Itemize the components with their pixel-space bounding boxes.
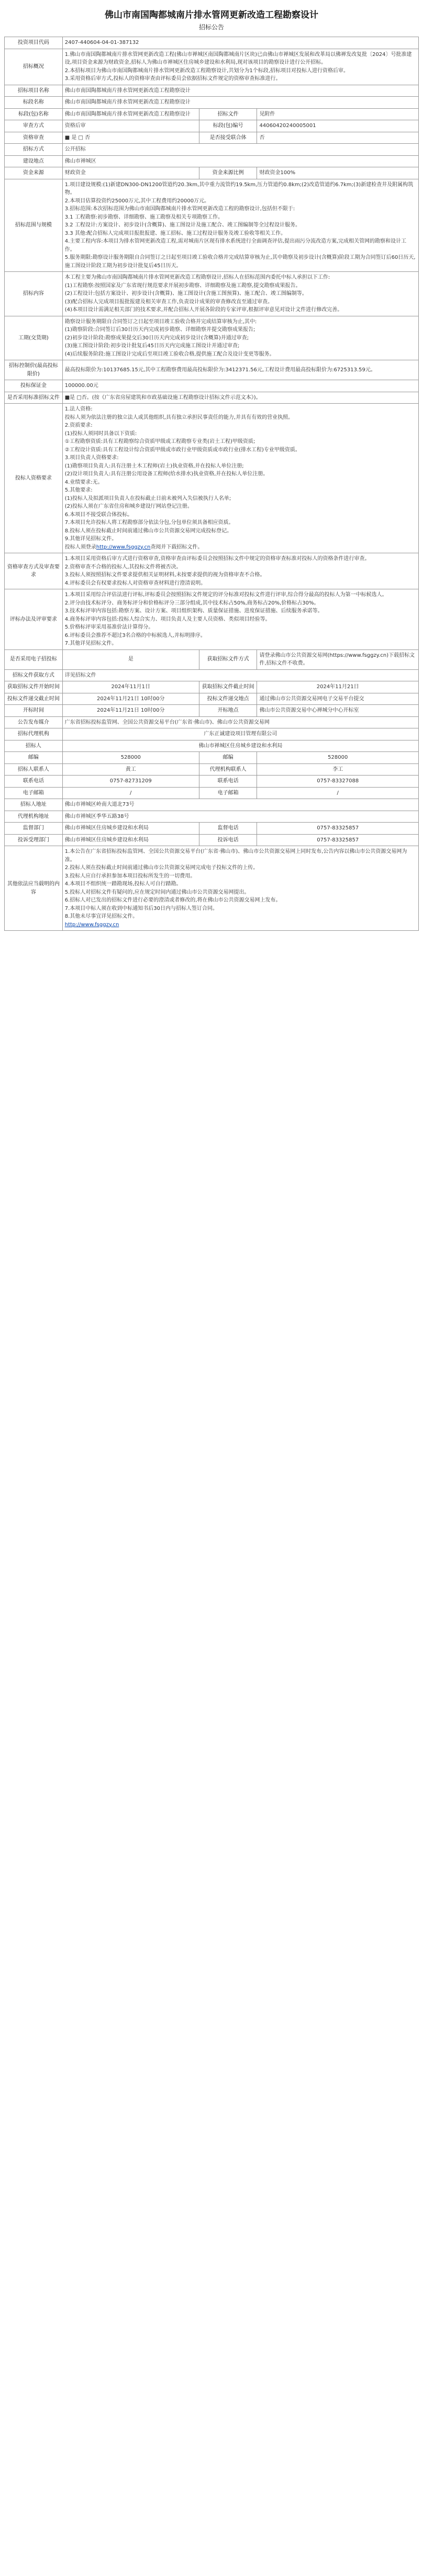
label: 邮编 [5,752,63,764]
label: 获取招标文件开始时间 [5,681,63,693]
label: 代理机构联系人 [199,763,257,776]
para: 6.招标人对已发出的招标文件进行必要的澄清或者修改的,将在佛山市公共资源交易网上发布。 [64,897,281,903]
value: 2407-440604-04-01-387132 [62,37,418,49]
label: 开标地点 [199,705,257,717]
row-supervisor [5,823,419,835]
value: 详见招标文件 [62,669,418,681]
value: 0757-82731209 [62,776,199,788]
value: 李工 [257,763,419,776]
label: 招标人联系人 [5,763,63,776]
row-qualification [5,404,419,553]
para: 8.投标人须在投标截止时间前通过佛山市公共资源交易网完成投标登记。 [64,528,232,534]
para: 3.3 其他:配合招标人完成项目报批报建、施工招标、施工过程设计服务及竣工验收等相关工作。 [64,230,286,236]
value: 佛山市禅城区岭南大道北73号 [62,799,418,811]
para: 2.资格审查不合格的投标人,其投标文件将被否决。 [64,564,182,570]
label: 资金来源 [5,167,63,179]
para: 2.资质要求: [64,423,93,428]
para: 8.其他未尽事宜详见招标文件。 [64,914,138,919]
row-assessment [5,589,419,650]
para: (1)投标人及拟派项目负责人在投标截止日前未被列入失信被执行人名单; [64,495,231,501]
para: 9.其他详见招标文件。 [64,536,117,542]
para: 4.业绩要求:无。 [64,479,103,485]
value: 广东正诚建设项目管理有限公司 [62,728,418,740]
row-contact-3 [5,787,419,799]
value: 请登录佛山市公共资源交易网(https://www.fsggzy.cn)下载招标文件,招标文件不收费。 [257,649,419,669]
value [62,846,418,931]
row-submit-time [5,693,419,705]
row-funding [5,167,419,179]
value [62,316,418,360]
label: 投标文件递交截止时间 [5,693,63,705]
row-scope [5,272,419,316]
row-exam [5,120,419,132]
value: 佛山市禅城区住房城乡建设和水利局 [62,740,418,752]
label: 监督部门 [5,823,63,835]
value: 528000 [257,752,419,764]
value: 佛山市禅城区季华五路38号 [62,811,418,823]
value: 最高投标限价为:10137685.15元,其中工程勘察费用最高投标限价为:3412371.56元,工程设计费用最高投标限价为:6725313.59元。 [62,360,418,380]
para: 3.采用资格后审方式,投标人的资格审查由评标委员会依据招标文件规定的资格审查标准进行。 [64,76,281,82]
value: 0757-83325857 [257,823,419,835]
para-link-line [65,921,416,929]
label: 电子邮箱 [199,787,257,799]
para: (1)投标人须同时具备以下资质: [64,430,137,437]
para: (4)后续服务阶段:施工图设计完成后至项目竣工验收合格,提供施工配合及设计变更等服务。 [64,351,275,357]
label: 资金来源比例 [199,167,257,179]
label: 开标时间 [5,705,63,717]
value: 佛山市南国陶都城南片排水管网更新改造工程勘察设计 [62,108,199,120]
para: ②工程设计资质:具有工程设计综合资质甲级或市政行业甲级资质或市政行业(排水工程)专业甲级资质。 [64,447,300,453]
row-section-name [5,97,419,109]
label: 招标文件获取方式 [5,669,63,681]
para: (3)施工图设计阶段:初步设计批复后45日历天内完成施工图设计并通过审查; [64,343,240,349]
label: 联系电话 [199,776,257,788]
note-suffix: 查阅并下载招标文件。 [150,544,203,550]
para: 3.2 工程设计:方案设计、初步设计(含概算)、施工图设计及施工配合、竣工图编制等全过程设计服务。 [64,222,300,228]
value: 2024年11月1日 [62,681,199,693]
para: 3.招标范围:本次招标范围为佛山市南国陶都城南片排水管网更新改造工程的勘察设计,包括但不限于: [64,206,295,212]
label: 投标保证金 [5,380,63,392]
row-check [5,132,419,144]
notice-page [4,0,419,931]
label: 其他依法应当载明的内容 [5,846,63,931]
para: (1)工程勘察:按照国家及广东省现行规范要求开展初步勘察、详细勘察及施工勘察,提交勘察成果报告。 [64,282,301,289]
value [62,179,418,272]
para: 1.本项目采用综合评估法进行评标,评标委员会按照招标文件规定的评分标准对投标文件进行评审,综合得分最高的投标人为第一中标候选人。 [64,592,387,598]
row-contact-0 [5,752,419,764]
row-address-agent [5,811,419,823]
label: 投诉受理部门 [5,834,63,846]
label: 评标办法及评审要求 [5,589,63,650]
label: 电子邮箱 [5,787,63,799]
para: (3)配合招标人完成项目报批报建及相关审查工作,负责设计成果的审查修改直至通过审查。 [64,299,273,305]
value: / [62,787,199,799]
label: 是否采用电子招投标 [5,649,63,669]
para: 2.本招标项目为佛山市南国陶都城南片排水管网更新改造工程勘察设计,共划分为1个标段,招标项目对投标人进行资格后审。 [64,67,349,74]
value: 否 [257,132,419,144]
para: 6.本项目不接受联合体投标。 [64,511,133,518]
label: 投标文件递交地点 [199,693,257,705]
value: 0757-83325857 [257,834,419,846]
notice-table [4,37,419,931]
label: 招标文件 [199,108,257,120]
row-tenderer [5,740,419,752]
para: 3.1 工程勘察:初步勘察、详细勘察、施工勘察及相关专项勘察工作。 [64,214,224,220]
row-open-time [5,705,419,717]
value: 佛山市公共资源交易中心禅城分中心开标室 [257,705,419,717]
para: 7.本项目中标人须在收到中标通知书后30日内与招标人签订合同。 [64,905,218,911]
value: 528000 [62,752,199,764]
para: 5.价格标评审采用基准价法计算得分。 [64,624,154,630]
value: 佛山市南国陶都城南片排水管网更新改造工程勘察设计 [62,97,418,109]
value: 见附件 [257,108,419,120]
row-doc-time [5,681,419,693]
label: 是否采用标准招标文件 [5,392,63,404]
row-qualification2 [5,553,419,589]
note-prefix: 投标人须登录 [64,544,96,550]
label: 投资项目代码 [5,37,63,49]
value: 公开招标 [62,144,418,156]
value [62,272,418,316]
value [62,553,418,589]
label: 标段(包)编号 [199,120,257,132]
label: 招标方式 [5,144,63,156]
para: 6.评标委员会推荐不超过3名合格的中标候选人,并标明排序。 [64,632,206,639]
para: (2)工程设计:包括方案设计、初步设计(含概算)、施工图设计(含施工图预算)、施工配合、竣工图编制等。 [64,291,307,297]
para: 1.本项目采用资格后审方式进行资格审查,资格审查由评标委员会按照招标文件中规定的资格审查标准对投标人的资格条件进行审查。 [64,556,370,562]
para: 4.评标委员会有权要求投标人对资格审查材料进行澄清说明。 [64,580,206,586]
para: 2.评分由技术标评分、商务标评分和价格标评分三部分组成,其中技术标占50%,商务标占20%,价格标占30%。 [64,600,319,606]
value: 2024年11月21日 10时00分 [62,693,199,705]
row-overview [5,49,419,85]
para: 1.法人资格: [64,406,93,412]
para: (2)初步设计阶段:勘察成果提交后30日历天内完成初步设计(含概算)并通过审查; [64,335,249,341]
para: 本工程主要为佛山市南国陶都城南片排水管网更新改造工程勘察设计,招标人在招标范围内委托中标人承担以下工作: [64,275,330,280]
para: 3.技术标评审内容包括:勘察方案、设计方案、项目组织架构、质量保证措施、进度保证措施、后续服务承诺等。 [64,608,323,614]
value: 资格后审 [62,120,199,132]
para: 投标人须为依法注册的独立法人或其他组织,具有独立承担民事责任的能力,并具有有效的营业执照。 [64,414,294,420]
row-contact-2 [5,776,419,788]
value [62,404,418,553]
label: 资格审查方式及审查要求 [5,553,63,589]
label: 建设地点 [5,155,63,167]
value [62,49,418,85]
label: 招标范围与规模 [5,179,63,272]
row-agent [5,728,419,740]
value: 是 [62,649,199,669]
label: 招标项目名称 [5,85,63,97]
row-bid-method [5,144,419,156]
para: 1.佛山市南国陶都城南片排水管网更新改造工程(佛山市禅城区南国陶都城南片区块)已由佛山市禅城区发展和改革局以佛禅发改复批〔2024〕号批准建设,项目资金来源为财政资金,招标人为佛山市禅城区住房城乡建设和水利局,现对该项目的勘察设计进行公开招标。 [64,51,412,65]
value: ■ 是 □ 否 [62,132,199,144]
value [62,589,418,650]
para: 7.本项目允许投标人将工程勘察部分依法分包,分包单位须具备相应资质。 [64,520,234,526]
para: (2)设计项目负责人:具有注册公用设备工程师(给水排水)执业资格,并在投标人单位注册。 [64,471,269,477]
para: 4.主要工程内容:本项目为排水管网更新改造工程,需对城南片区现有排水系统进行全面调查评估,提出雨污分流改造方案,完成相关管网的勘察和设计工作。 [64,238,407,253]
label: 邮编 [199,752,257,764]
website-link[interactable]: http://www.fsggzy.cn [64,921,119,928]
label: 招标控制价(最高投标限价) [5,360,63,380]
value: 佛山市禅城区住房城乡建设和水利局 [62,834,199,846]
para: ①工程勘察资质:具有工程勘察综合资质甲级或工程勘察专业类(岩土工程)甲级资质; [64,439,255,444]
label: 公告发布媒介 [5,716,63,728]
value: 2024年11月21日 [257,681,419,693]
label: 工期(交货期) [5,316,63,360]
para: 5.服务期限:勘察设计服务期限自合同签订之日起至项目竣工验收合格并完成结算审核为止,其中勘察及初步设计(含概算)阶段工期为合同签订后60日历天,施工图设计阶段工期为初步设计批复后45日历天。 [64,255,416,269]
para: 1.项目建设规模:(1)新建DN300-DN1200管道约20.3km,其中重力流管约19.5km,压力管道约0.8km;(2)改造管道约6.7km;(3)新建检查井及附属构筑物。 [64,181,414,196]
label: 投标人资格要求 [5,404,63,553]
para-link-line [65,543,416,552]
row-max-price [5,360,419,380]
row-section-detail [5,108,419,120]
label: 招标人 [5,740,63,752]
row-others [5,846,419,931]
value: 佛山市禅城区住房城乡建设和水利局 [62,823,199,835]
row-has-standard [5,392,419,404]
value: 100000.00元 [62,380,418,392]
website-link[interactable]: http://www.fsggzy.cn [96,544,151,550]
row-deposit [5,380,419,392]
label: 代理机构地址 [5,811,63,823]
label: 获取招标文件截止时间 [199,681,257,693]
row-address-tenderer [5,799,419,811]
value: 通过佛山市公共资源交易网电子交易平台提交 [257,693,419,705]
label: 审查方式 [5,120,63,132]
label: 招标内容 [5,272,63,316]
para: (1)勘察阶段:合同签订后30日历天内完成初步勘察、详细勘察并提交勘察成果报告; [64,327,255,333]
value: 佛山市南国陶都城南片排水管网更新改造工程勘察设计 [62,85,418,97]
label: 获取招标文件方式 [199,649,257,669]
para: 4.商务标评审内容包括:投标人综合实力、项目负责人及主要人员资格、类似项目经验等。 [64,616,271,622]
para: 5.其他要求: [64,487,93,493]
row-publish [5,716,419,728]
label: 资格审查 [5,132,63,144]
para: 勘察设计服务期限自合同签订之日起至项目竣工验收合格并完成结算审核为止,其中: [64,318,257,325]
value: 财政资金 [62,167,199,179]
row-contact-1 [5,763,419,776]
label: 标段名称 [5,97,63,109]
label: 招标代理机构 [5,728,63,740]
value: 广东省招标投标监管网、全国公共资源交易平台(广东省·佛山市)、佛山市公共资源交易网 [62,716,418,728]
notice-subtitle: 招标公告 [198,24,224,31]
para: 5.投标人对招标文件有疑问的,应在规定时间内通过佛山市公共资源交易网提出。 [64,889,250,895]
para: (1)勘察项目负责人:具有注册土木工程师(岩土)执业资格,并在投标人单位注册; [64,463,244,469]
row-project-code [5,37,419,49]
para: ■是 □否。(按《广东省房屋建筑和市政基础设施工程勘察设计招标文件示范文本》)。 [64,394,261,401]
row-supervisor2 [5,834,419,846]
row-name [5,85,419,97]
label: 招标人地址 [5,799,63,811]
value: 财政资金100% [257,167,419,179]
row-doc-method [5,649,419,669]
para: (4)本项目设计需满足相关部门的技术要求,并配合招标人开展各阶段的专家评审,根据评审意见对设计文件进行修改完善。 [64,307,343,313]
para: 3.投标人应自行承担参加本项目投标所发生的一切费用。 [64,873,196,879]
para: 3.项目负责人资格要求: [64,455,119,461]
para: 2.本项目估算投资约25000万元,其中工程费用约20000万元。 [64,198,210,204]
label: 监督电话 [199,823,257,835]
para: 1.本公告在广东省招标投标监管网、全国公共资源交易平台(广东省·佛山市)、佛山市公共资源交易网上同时发布,公告内容以佛山市公共资源交易网为准。 [64,849,407,863]
value: 2024年11月21日 10时00分 [62,705,199,717]
label: 投诉电话 [199,834,257,846]
value: 黄工 [62,763,199,776]
row-doc-sale [5,669,419,681]
label: 联系电话 [5,776,63,788]
value: 佛山市禅城区 [62,155,418,167]
row-period [5,316,419,360]
value [62,392,418,404]
value: / [257,787,419,799]
value: 0757-83327088 [257,776,419,788]
label: 是否接受联合体 [199,132,257,144]
para: 2.投标人须在投标截止时间前通过佛山市公共资源交易网完成电子投标文件的上传。 [64,865,259,871]
row-location [5,155,419,167]
row-scale [5,179,419,272]
value: 44060420240005001 [257,120,419,132]
label: 标段(包)名称 [5,108,63,120]
para: 3.投标人须按照招标文件要求提供相关证明材料,未按要求提供的视为资格审查不合格。 [64,572,265,578]
para: (2)投标人须在广东省住房和城乡建设厅网站登记注册。 [64,504,193,509]
notice-title: 佛山市南国陶都城南片排水管网更新改造工程勘察设计 [105,10,318,20]
para: 7.其他详见招标文件。 [64,641,117,646]
label: 招标概况 [5,49,63,85]
para: 4.本项目不组织统一踏勘现场,投标人可自行踏勘。 [64,881,182,887]
